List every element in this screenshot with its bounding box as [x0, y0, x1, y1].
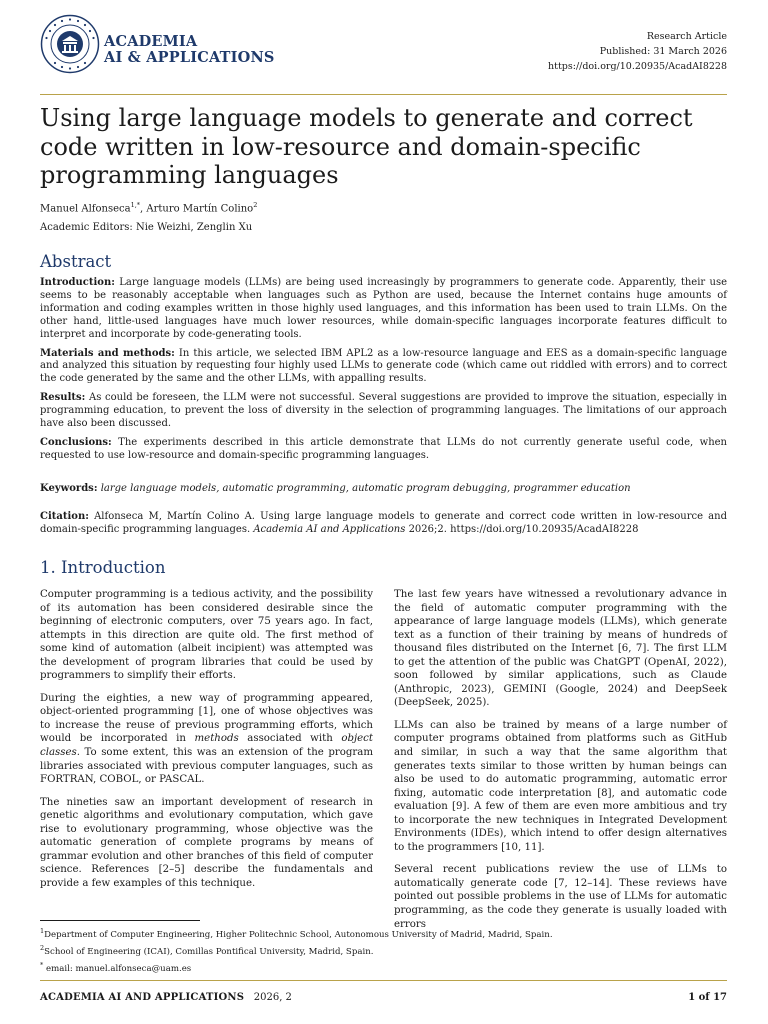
footnote-text: Department of Computer Engineering, Higher Politechnic School, Autonomous University of Madrid, Madrid, Spain.: [44, 929, 553, 940]
paragraph-text: During the eighties, a new way of programming appeared, object-oriented programming [1], one of whose objectives was to increase the reuse of previous programming efforts, which would be incorporated in: [40, 692, 373, 745]
citation: [40, 510, 727, 536]
affiliation-marker: 1,*: [130, 201, 141, 209]
article-type: Research Article: [646, 31, 727, 42]
abstract-results: [40, 392, 727, 431]
paragraph-text: . To some extent, this was an extension of the program libraries associated with previous computer languages, such as FORTRAN, COBOL, or PASCAL.: [40, 747, 373, 786]
footnote-marker: *: [40, 960, 44, 969]
paragraph: [40, 692, 373, 787]
abstract-label: Conclusions:: [40, 436, 112, 448]
abstract-introduction: [40, 277, 727, 342]
article-meta: [548, 29, 727, 74]
academic-editors: Academic Editors: Nie Weizhi, Zenglin Xu: [40, 222, 253, 233]
paragraph-text: associated with: [238, 733, 342, 745]
abstract-body: [40, 277, 727, 469]
footer-divider: [40, 980, 727, 981]
header-divider: [40, 94, 727, 95]
citation-doi[interactable]: 2026;2. https://doi.org/10.20935/AcadAI8228: [405, 524, 639, 535]
journal-name-line1: ACADEMIA: [104, 33, 198, 50]
footer-issue: 2026, 2: [253, 992, 292, 1003]
keywords-text: large language models, automatic programming, automatic program debugging, programmer education: [97, 483, 631, 494]
paragraph: The last few years have witnessed a revolutionary advance in the field of automatic computer programming with the appearance of large language models (LLMs), which generate text as a function of their training by means of hundreds of thousand files distributed on the Internet [6, 7]. The first LLM to get the attention of the public was ChatGPT (OpenAI, 2022), soon followed by similar applications, such as Claude (Anthropic, 2023), GEMINI (Google, 2024) and DeepSeek (DeepSeek, 2025).: [394, 589, 727, 709]
footnote-email[interactable]: email: manuel.alfonseca@uam.es: [43, 963, 192, 974]
introduction-heading: 1. Introduction: [40, 558, 166, 577]
journal-name-line2: AI & APPLICATIONS: [104, 49, 275, 66]
abstract-label: Results:: [40, 392, 86, 404]
abstract-heading: Abstract: [40, 252, 112, 271]
footnote: [40, 959, 553, 976]
abstract-text: Large language models (LLMs) are being used increasingly by programmers to generate code. Apparently, their use seems to be reasonably acceptable when languages such as Python are used, because the Internet contains huge amounts of information and coding examples written in those highly used languages, and this information has been used to train LLMs. On the other hand, little-used languages have much lower resources, while domain-specific languages incorporate features difficult to interpret and incorporate by code-generating tools.: [40, 277, 727, 340]
paragraph: Computer programming is a tedious activity, and the possibility of its automation has been considered desirable since the beginning of electronic computers, over 75 years ago. In fact, attempts in this direction are quite old. The first method of some kind of automation (albeit incipient) was attempted was the development of program libraries that could be used by programmers to simplify their efforts.: [40, 589, 373, 682]
keywords-label: Keywords:: [40, 483, 98, 494]
footnote-divider: [40, 920, 200, 921]
footer-journal: [40, 992, 292, 1003]
abstract-label: Introduction:: [40, 277, 115, 288]
footnotes: [40, 925, 553, 976]
affiliation-marker: 2: [253, 201, 258, 209]
footnote-marker: 2: [40, 943, 45, 952]
abstract-methods: [40, 348, 727, 387]
citation-text: Alfonseca M, Martín Colino A. Using large language models to generate and correct code written in low-resource and domain-specific programming languages.: [40, 511, 727, 535]
article-title: Using large language models to generate and correct code written in low-resource and domain-specific programming languages: [40, 104, 693, 189]
paragraph: The nineties saw an important development of research in genetic algorithms and evolutionary computation, which gave rise to evolutionary programming, whose objective was the automatic generation of complete programs by means of grammar evolution and other branches of this field of computer science. References [2–5] describe the fundamentals and provide a few examples of this technique.: [40, 796, 373, 889]
doi-link[interactable]: https://doi.org/10.20935/AcadAI8228: [548, 61, 727, 72]
footnote-text: School of Engineering (ICAI), Comillas Pontifical University, Madrid, Spain.: [44, 946, 374, 957]
footnote: [40, 925, 553, 942]
citation-label: Citation:: [40, 511, 89, 522]
body-column-right: [394, 588, 727, 940]
published-date: Published: 31 March 2026: [599, 46, 727, 57]
paragraph: LLMs can also be trained by means of a large number of computer programs obtained from platforms such as GitHub and similar, in such a way that the same algorithm that generates texts similar to those written by human beings can also be used to do automatic programming, automatic error fixing, automatic code interpretation [8], and automatic code evaluation [9]. A few of them are even more ambitious and try to incorporate the new techniques in Integrated Development Environments (IDEs), which intend to offer design alternatives to the programmers [10, 11].: [394, 719, 727, 853]
footer-journal-name: ACADEMIA AI AND APPLICATIONS: [40, 992, 245, 1003]
abstract-text: As could be foreseen, the LLM were not successful. Several suggestions are provided to improve the situation, especially in programming education, to prevent the loss of diversity in the selection of programming languages. The limitations of our approach have also been discussed.: [40, 392, 727, 430]
footnote: [40, 942, 553, 959]
author-separator: ,: [140, 203, 147, 215]
keywords: [40, 483, 727, 494]
author-name[interactable]: Manuel Alfonseca: [40, 203, 131, 215]
emphasis: methods: [194, 733, 239, 745]
emphasis: object classes: [40, 733, 373, 759]
abstract-text: The experiments described in this article demonstrate that LLMs do not currently generate useful code, when requested to use low-resource and domain-specific programming languages.: [40, 436, 727, 461]
journal-seal-logo: [40, 14, 100, 74]
author-list: [40, 201, 257, 214]
journal-name: [104, 34, 275, 66]
page-number: 1 of 17: [688, 992, 727, 1003]
paragraph: Several recent publications review the use of LLMs to automatically generate code [7, 12–14]. These reviews have pointed out possible problems in the use of LLMs for automatic programming, as the code they generate is usually loaded with errors: [394, 864, 727, 930]
body-column-left: [40, 588, 373, 899]
citation-journal: Academia AI and Applications: [253, 524, 406, 535]
abstract-label: Materials and methods:: [40, 347, 175, 359]
author-name[interactable]: Arturo Martín Colino: [146, 203, 254, 215]
abstract-conclusions: [40, 437, 727, 463]
footnote-marker: 1: [40, 927, 45, 935]
abstract-text: In this article, we selected IBM APL2 as a low-resource language and EES as a domain-specific language and analyzed this situation by requesting four highly used LLMs to generate code (which came out riddled with errors) and to correct the code generated by the same and the other LLMs, with appalling results.: [40, 347, 728, 385]
